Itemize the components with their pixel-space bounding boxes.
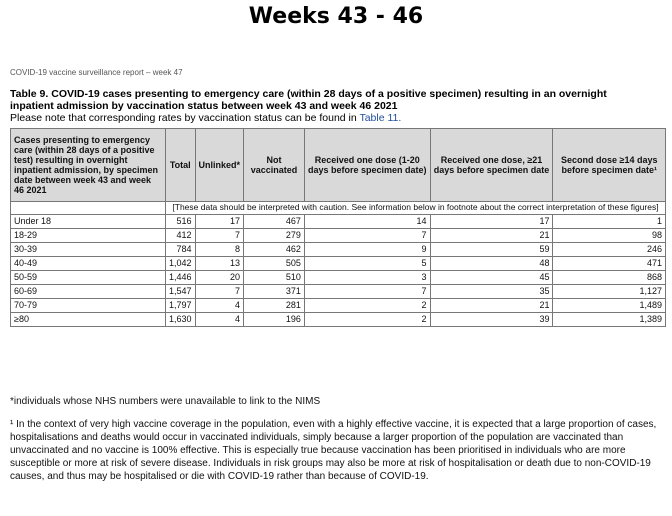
one-dose-21-cell: 35	[430, 284, 553, 298]
age-group-cell: 60-69	[11, 284, 166, 298]
table-row	[11, 270, 666, 284]
table-row	[11, 214, 666, 228]
total-cell: 784	[166, 242, 196, 256]
second-dose-cell: 1,389	[553, 312, 666, 326]
unlinked-cell: 20	[195, 270, 244, 284]
total-cell: 1,630	[166, 312, 196, 326]
column-header-one-dose-1-20: Received one dose (1-20 days before specimen date)	[304, 129, 430, 202]
unlinked-cell: 7	[195, 284, 244, 298]
total-cell: 1,042	[166, 256, 196, 270]
not-vaccinated-cell: 279	[244, 228, 305, 242]
table-row	[11, 312, 666, 326]
table-row	[11, 228, 666, 242]
table-header-row	[11, 129, 666, 202]
not-vaccinated-cell: 196	[244, 312, 305, 326]
not-vaccinated-cell: 281	[244, 298, 305, 312]
total-cell: 1,547	[166, 284, 196, 298]
age-group-cell: 40-49	[11, 256, 166, 270]
column-header-total: Total	[166, 129, 196, 202]
one-dose-1-20-cell: 2	[304, 312, 430, 326]
column-header-not-vaccinated: Not vaccinated	[244, 129, 305, 202]
total-cell: 516	[166, 214, 196, 228]
unlinked-cell: 4	[195, 298, 244, 312]
table-row	[11, 284, 666, 298]
not-vaccinated-cell: 371	[244, 284, 305, 298]
column-header-second-dose: Second dose ≥14 days before specimen date¹	[553, 129, 666, 202]
second-dose-cell: 1,489	[553, 298, 666, 312]
one-dose-1-20-cell: 3	[304, 270, 430, 284]
one-dose-1-20-cell: 14	[304, 214, 430, 228]
one-dose-21-cell: 59	[430, 242, 553, 256]
total-cell: 1,446	[166, 270, 196, 284]
total-cell: 1,797	[166, 298, 196, 312]
not-vaccinated-cell: 505	[244, 256, 305, 270]
running-header: COVID-19 vaccine surveillance report – week 47	[10, 68, 183, 77]
column-header-cases: Cases presenting to emergency care (within 28 days of a positive test) resulting in overnight inpatient admission, by specimen date between week 43 and week 46 2021	[11, 129, 166, 202]
not-vaccinated-cell: 462	[244, 242, 305, 256]
not-vaccinated-cell: 510	[244, 270, 305, 284]
age-group-cell: Under 18	[11, 214, 166, 228]
one-dose-21-cell: 39	[430, 312, 553, 326]
table-row	[11, 256, 666, 270]
not-vaccinated-cell: 467	[244, 214, 305, 228]
one-dose-1-20-cell: 2	[304, 298, 430, 312]
caution-note: [These data should be interpreted with caution. See information below in footnote about the correct interpretation of these figures]	[166, 202, 666, 215]
table-11-link[interactable]: Table 11.	[359, 112, 402, 124]
one-dose-21-cell: 21	[430, 298, 553, 312]
age-group-cell: ≥80	[11, 312, 166, 326]
unlinked-cell: 8	[195, 242, 244, 256]
one-dose-21-cell: 45	[430, 270, 553, 284]
column-header-unlinked: Unlinked*	[195, 129, 244, 202]
caution-row	[11, 202, 666, 215]
age-group-cell: 70-79	[11, 298, 166, 312]
second-dose-cell: 1	[553, 214, 666, 228]
footnote-context: ¹ In the context of very high vaccine coverage in the population, even with a highly effective vaccine, it is expected that a large proportion of cases, hospitalisations and deaths would occur in vaccinated individuals, simply because a larger proportion of the population are vaccinated than unvaccinated and no vaccine is 100% effective. This is especially true because vaccination has been prioritised in individuals who are more susceptible or more at risk of severe disease. Individuals in risk groups may also be more at risk of hospitalisation or death due to non-COVID-19 causes, and thus may be hospitalised or die with COVID-19 rather than because of COVID-19.	[10, 419, 657, 482]
one-dose-21-cell: 48	[430, 256, 553, 270]
age-group-cell: 30-39	[11, 242, 166, 256]
one-dose-21-cell: 17	[430, 214, 553, 228]
second-dose-cell: 1,127	[553, 284, 666, 298]
one-dose-1-20-cell: 7	[304, 284, 430, 298]
footnote-unlinked: *individuals whose NHS numbers were unavailable to link to the NIMS	[10, 396, 321, 407]
age-group-cell: 18-29	[11, 228, 166, 242]
slide-title: Weeks 43 - 46	[248, 4, 424, 29]
table-row	[11, 242, 666, 256]
second-dose-cell: 868	[553, 270, 666, 284]
unlinked-cell: 4	[195, 312, 244, 326]
table-note-text: Please note that corresponding rates by vaccination status can be found in	[10, 112, 357, 124]
one-dose-1-20-cell: 5	[304, 256, 430, 270]
caution-blank-cell	[11, 202, 166, 215]
one-dose-1-20-cell: 9	[304, 242, 430, 256]
hospital-admissions-table	[10, 128, 666, 327]
unlinked-cell: 13	[195, 256, 244, 270]
table-note	[10, 112, 650, 124]
age-group-cell: 50-59	[11, 270, 166, 284]
unlinked-cell: 7	[195, 228, 244, 242]
column-header-one-dose-21: Received one dose, ≥21 days before specimen date	[430, 129, 553, 202]
second-dose-cell: 98	[553, 228, 666, 242]
unlinked-cell: 17	[195, 214, 244, 228]
table-row	[11, 298, 666, 312]
one-dose-21-cell: 21	[430, 228, 553, 242]
second-dose-cell: 246	[553, 242, 666, 256]
one-dose-1-20-cell: 7	[304, 228, 430, 242]
second-dose-cell: 471	[553, 256, 666, 270]
total-cell: 412	[166, 228, 196, 242]
table-title: Table 9. COVID-19 cases presenting to emergency care (within 28 days of a positive specimen) resulting in an overnight inpatient admission by vaccination status between week 43 and week 46 2021	[10, 88, 607, 112]
